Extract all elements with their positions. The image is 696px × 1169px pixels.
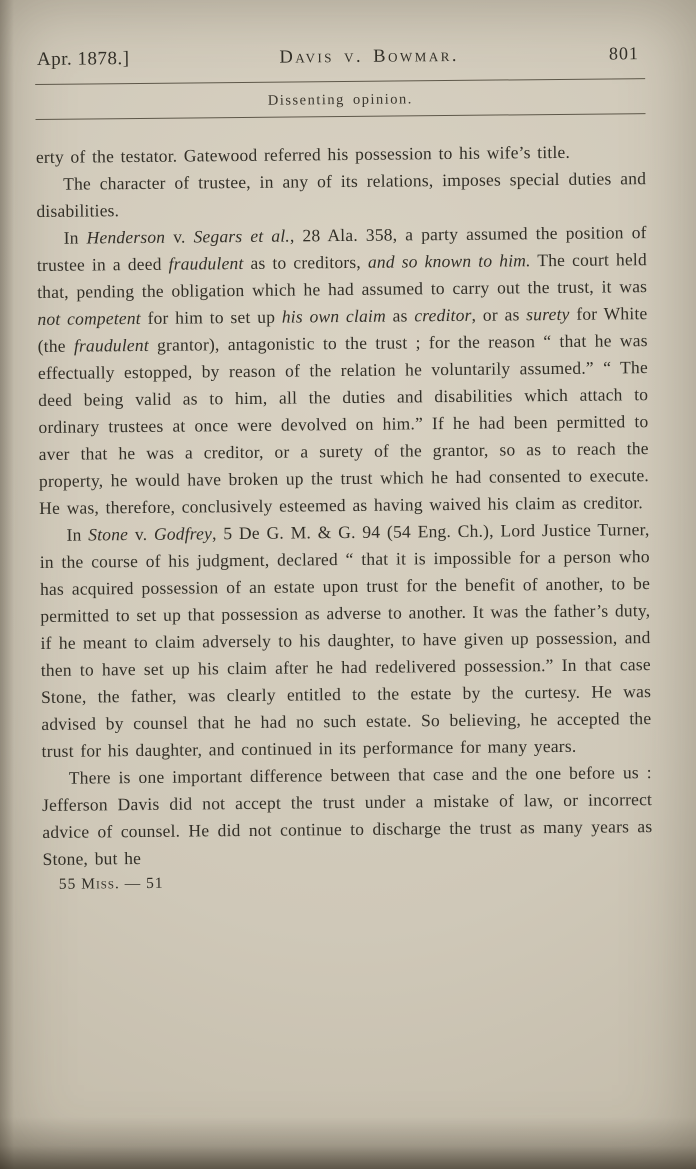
- paragraph: [36, 165, 646, 225]
- body-text-segment: for him to set up: [140, 306, 282, 328]
- italic-text: not competent: [37, 307, 141, 329]
- body-text-segment: In: [63, 227, 87, 248]
- header-date: Apr. 1878.]: [36, 48, 130, 70]
- body-text-segment: v.: [128, 523, 155, 545]
- body-text-segment: The court held that, pending the obligation which he had assumed to carry out the trust, it was: [37, 249, 648, 302]
- italic-text: Stone: [88, 524, 129, 545]
- horizontal-rule-top: [35, 78, 645, 85]
- body-text-segment: , or as: [471, 304, 527, 325]
- body-text-segment: for White (the: [37, 303, 648, 356]
- italic-text: his own claim: [281, 305, 386, 327]
- body-text-segment: In: [66, 524, 89, 545]
- body-text-segment: , 28 Ala. 358, a party assumed the position of trustee in a deed: [36, 222, 647, 275]
- italic-text: Godfrey: [153, 523, 213, 544]
- running-head: Dissenting opinion.: [267, 91, 413, 109]
- body-text-segment: as: [385, 305, 415, 326]
- italic-text: surety: [526, 303, 570, 325]
- italic-text: Segars et al.: [193, 225, 291, 247]
- body-text-segment: erty of the testator. Gatewood referred his possession to his wife’s title.: [35, 141, 571, 167]
- italic-text: and so known to him.: [367, 250, 531, 272]
- paragraph: [37, 219, 650, 522]
- footer-citation: 55 Miss. — 51: [58, 874, 164, 893]
- italic-text: creditor: [414, 304, 472, 326]
- page-header: [35, 43, 645, 71]
- body-text-segment: as to creditors,: [243, 251, 368, 273]
- horizontal-rule-bottom: [36, 113, 646, 120]
- paragraph: [42, 759, 653, 873]
- body-text-segment: v.: [165, 226, 194, 247]
- header-case-title: Davis v. Bowmar.: [279, 45, 460, 68]
- header-page-number: 801: [608, 43, 639, 64]
- paragraph: [39, 516, 651, 765]
- body-text-segment: The character of trustee, in any of its relations, imposes special duties and disabilities.: [36, 168, 647, 221]
- body-text-segment: , 5 De G. M. & G. 94 (54 Eng. Ch.), Lord Justice Turner, in the course of his judgment, declared “ that it is impossible for a person who has acquired possession of an estate upon trust for the benefit of another, to be permitted to set up that possession as adverse to another. It was the father’s duty, if he meant to claim adversely to his daughter, to have given up possession, and then to have set up his claim after he had redelivered possession.” In that case Stone, the father, was clearly entitled to the estate by the curtesy. He was advised by counsel that he had no such estate. So believing, he accepted the trust for his daughter, and continued in its performance for many years.: [39, 519, 652, 761]
- italic-text: fraudulent: [168, 252, 244, 274]
- page-body: [36, 138, 653, 873]
- body-text-segment: There is one important difference between that case and the one before us : Jefferson Davis did not accept the trust under a mistake of law, or incorrect advice of counsel. He did not continue to discharge the trust as many years as Stone, but he: [42, 762, 653, 869]
- body-text-segment: grantor), antagonistic to the trust ; for the reason “ that he was effectually estopped, by reason of the relation he voluntarily assumed.” “ The deed being valid as to him, all the duties and disabilities which attach to ordinary trustees at once were devolved on him.” If he had been permitted to aver that he was a creditor, or a surety of the grantor, so as to reach the property, he would have broken up the trust which he had consented to execute. He was, therefore, conclusively esteemed as having waived his claim as creditor.: [37, 330, 650, 518]
- italic-text: Henderson: [86, 226, 166, 248]
- italic-text: fraudulent: [73, 334, 149, 356]
